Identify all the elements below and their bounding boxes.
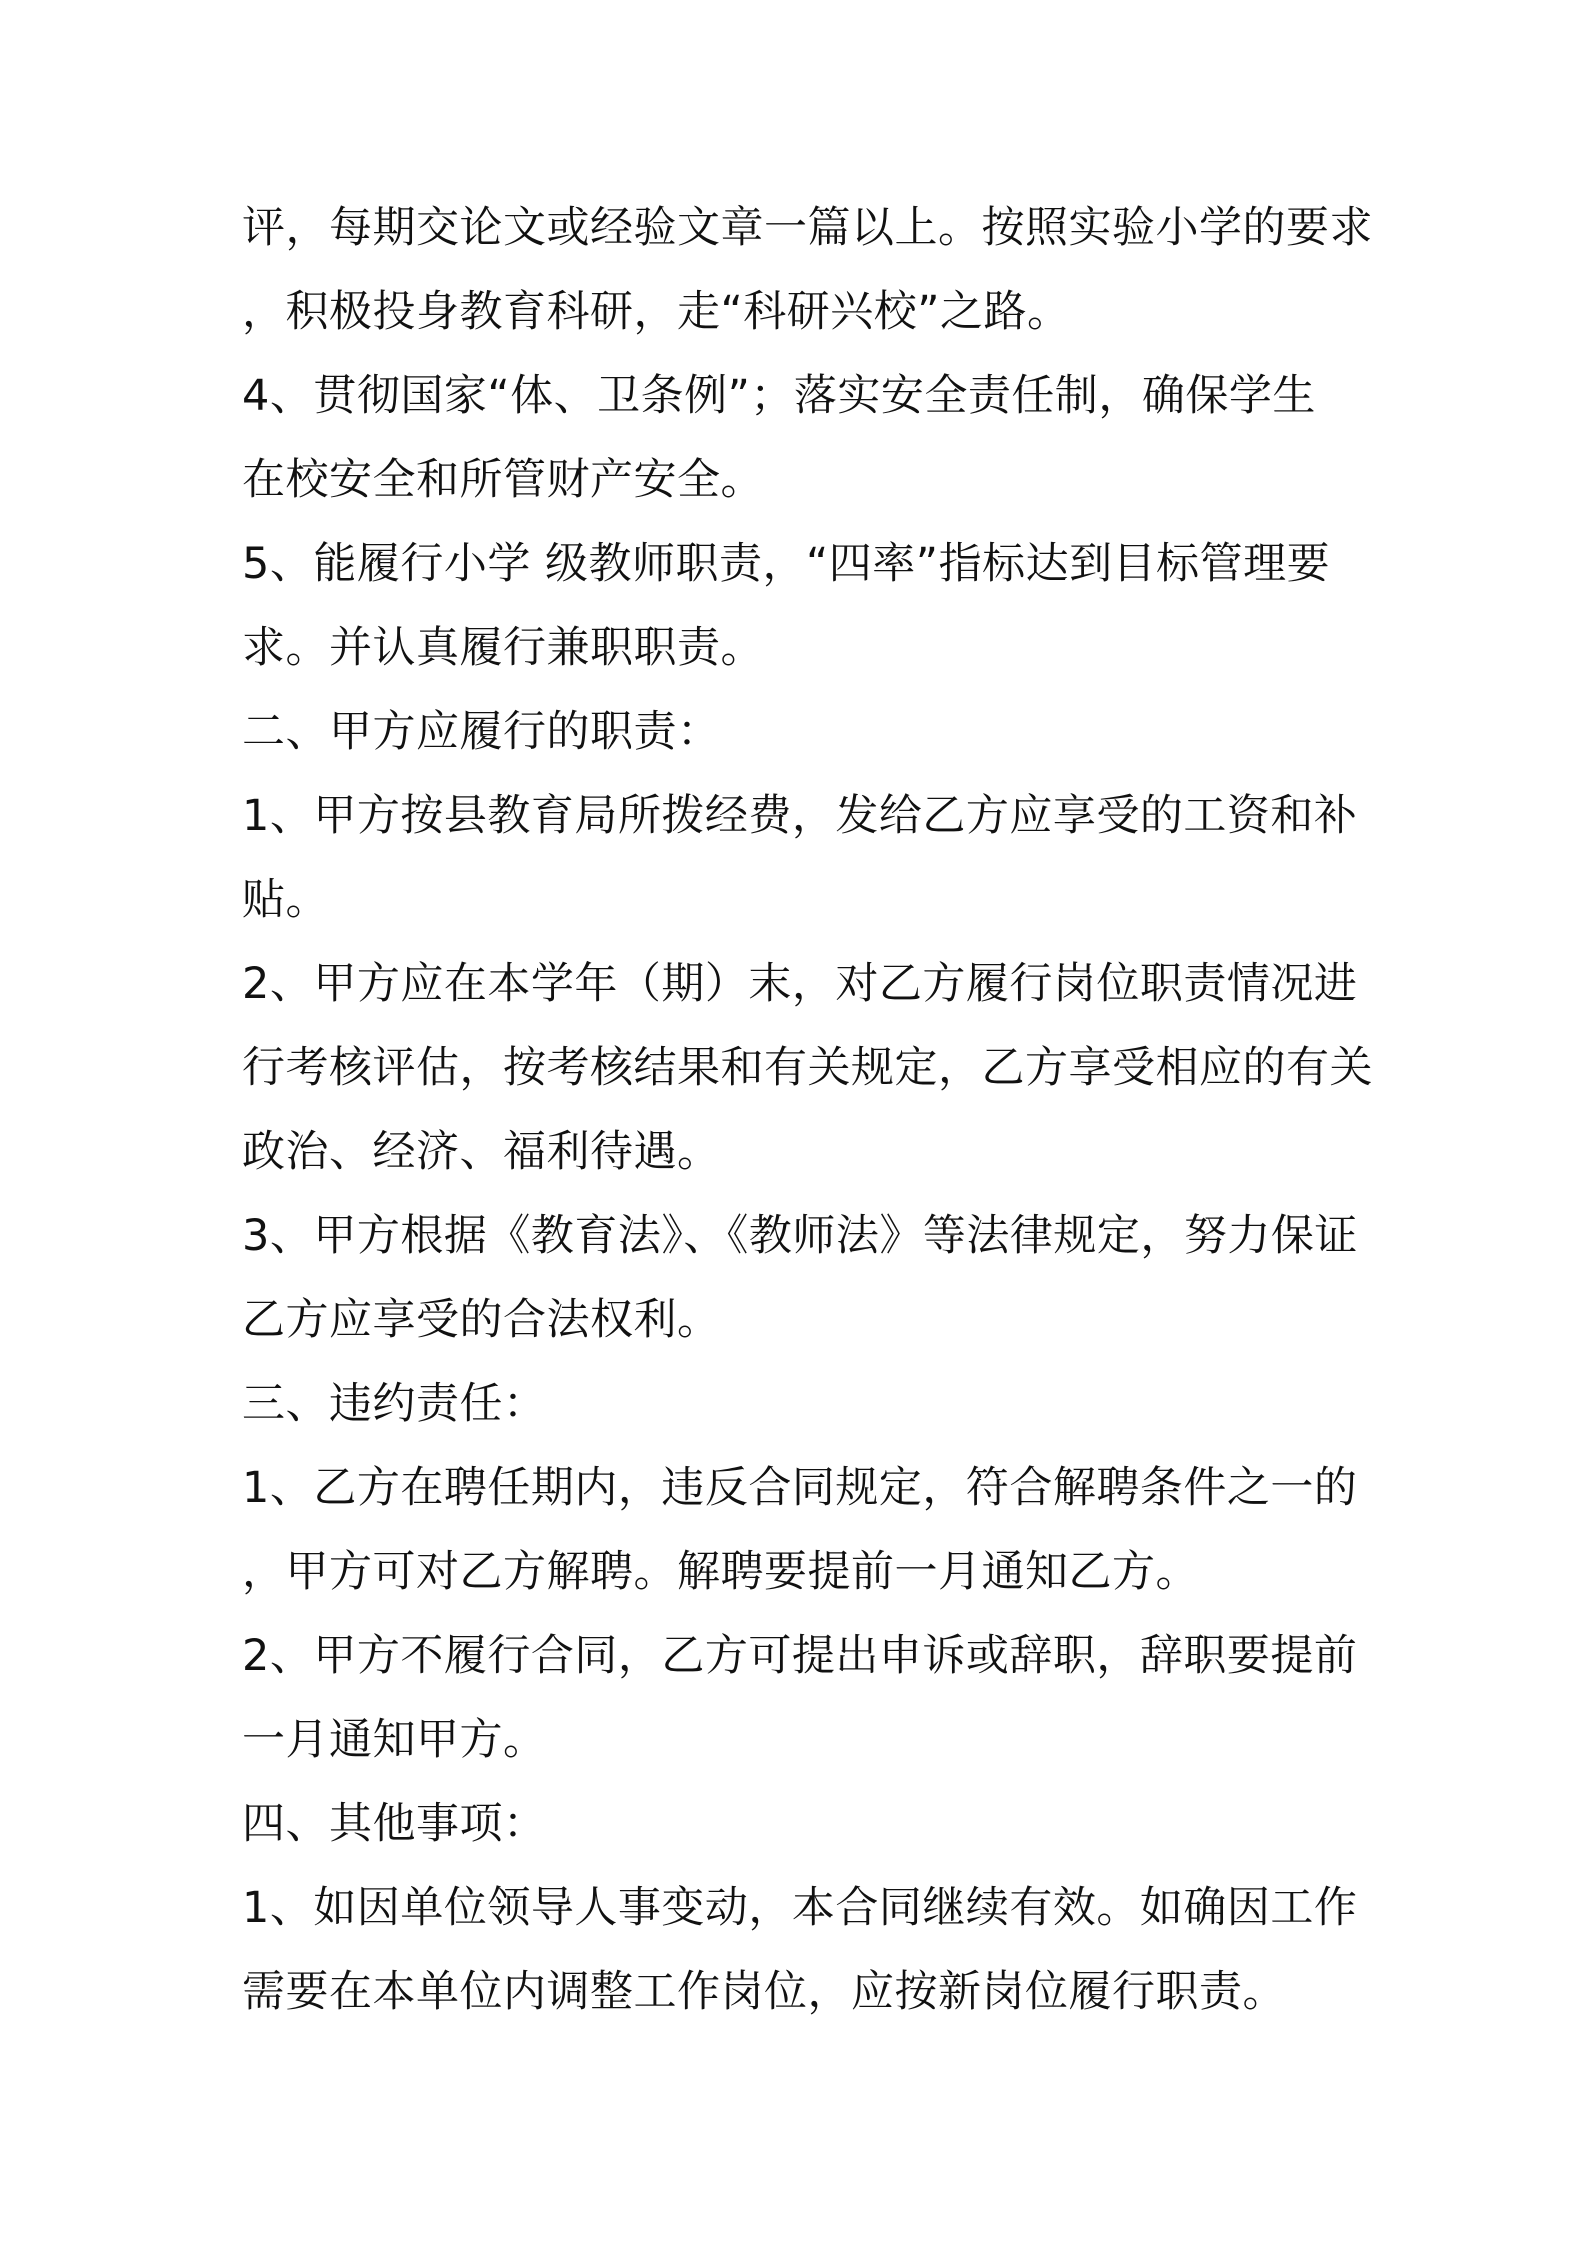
clause-line: 3、甲方根据《教育法》、《教师法》等法律规定，努力保证 bbox=[242, 1211, 1358, 1261]
clause-line: 1、乙方在聘任期内，违反合同规定，符合解聘条件之一的 bbox=[242, 1463, 1358, 1513]
clause-line: 1、如因单位领导人事变动，本合同继续有效。如确因工作 bbox=[242, 1883, 1358, 1933]
paragraph-line: ，甲方可对乙方解聘。解聘要提前一月通知乙方。 bbox=[242, 1547, 1199, 1597]
paragraph-line: 行考核评估，按考核结果和有关规定，乙方享受相应的有关 bbox=[242, 1043, 1373, 1093]
paragraph-line: 在校安全和所管财产安全。 bbox=[242, 455, 764, 505]
clause-line: 2、甲方不履行合同，乙方可提出申诉或辞职，辞职要提前 bbox=[242, 1631, 1358, 1681]
paragraph-line: ，积极投身教育科研，走“科研兴校”之路。 bbox=[242, 287, 1071, 337]
contract-text-body bbox=[242, 186, 1442, 2034]
clause-line: 1、甲方按县教育局所拨经费，发给乙方应享受的工资和补 bbox=[242, 791, 1358, 841]
clause-line: 2、甲方应在本学年（期）末，对乙方履行岗位职责情况进 bbox=[242, 959, 1358, 1009]
paragraph-line: 贴。 bbox=[242, 875, 329, 925]
paragraph-line: 一月通知甲方。 bbox=[242, 1715, 547, 1765]
clause-line: 5、能履行小学 级教师职责，“四率”指标达到目标管理要 bbox=[242, 539, 1331, 589]
paragraph-line: 乙方应享受的合法权利。 bbox=[242, 1295, 721, 1345]
paragraph-line: 政治、经济、福利待遇。 bbox=[242, 1127, 721, 1177]
section-heading: 二、甲方应履行的职责： bbox=[242, 707, 721, 757]
paragraph-line: 求。并认真履行兼职职责。 bbox=[242, 623, 764, 673]
clause-line: 4、贯彻国家“体、卫条例”；落实安全责任制，确保学生 bbox=[242, 371, 1316, 421]
section-heading: 四、其他事项： bbox=[242, 1799, 547, 1849]
paragraph-line: 评，每期交论文或经验文章一篇以上。按照实验小学的要求 bbox=[242, 203, 1373, 253]
section-heading: 三、违约责任： bbox=[242, 1379, 547, 1429]
paragraph-line: 需要在本单位内调整工作岗位，应按新岗位履行职责。 bbox=[242, 1967, 1286, 2017]
